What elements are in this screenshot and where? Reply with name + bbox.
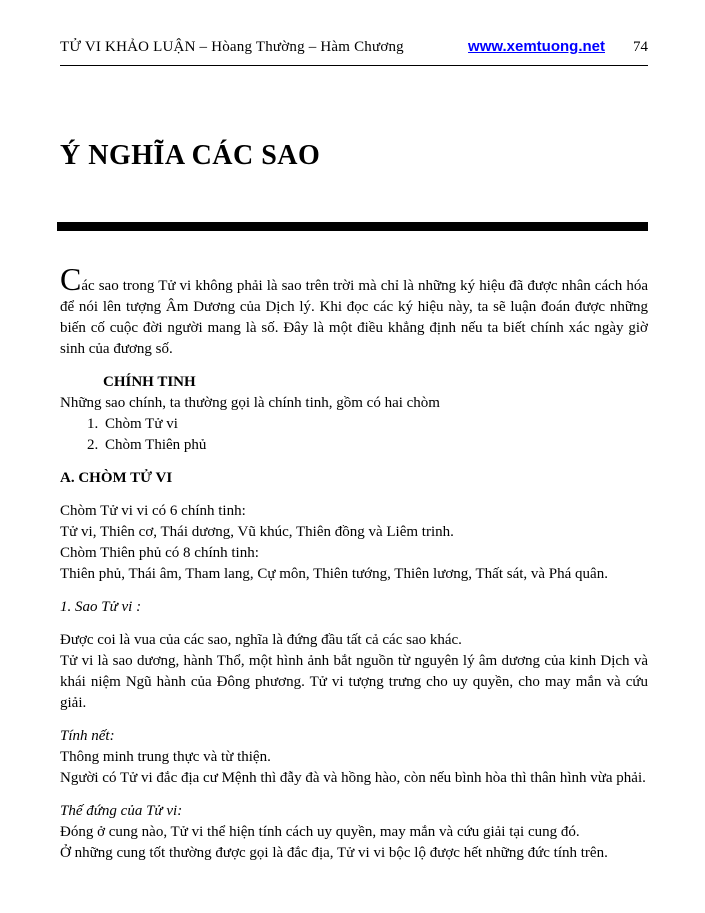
section-a-heading: A. CHÒM TỬ VI [60,470,173,486]
section-a-line: Tử vi, Thiên cơ, Thái dương, Vũ khúc, Thiên đồng và Liêm trinh. [60,524,454,540]
section-tinh-net [60,726,648,789]
list-item-number: 1. [87,416,99,432]
document-title: Ý NGHĨA CÁC SAO [60,140,321,171]
chinh-tinh-heading: CHÍNH TINH [103,374,196,390]
list-item-number: 2. [87,437,99,453]
section-the-dung [60,801,648,864]
sao-tu-vi-paragraph: Tử vi là sao dương, hành Thổ, một hình ảnh bắt nguồn từ nguyên lý âm dương của kinh Dịch và khái niệm Ngũ hành của Đông phương. Tử vi tượng trưng cho uy quyền, cho may mắn và cứu giải. [60,653,648,711]
section-a-body [60,501,648,585]
website-link[interactable]: www.xemtuong.net [468,38,605,55]
tinh-net-line: Người có Tử vi đắc địa cư Mệnh thì đẫy đà và hồng hào, còn nếu bình hòa thì thân hình vừa phải. [60,770,646,786]
list-item-label: Chòm Thiên phủ [105,437,207,453]
sao-tu-vi-body [60,630,648,714]
chinh-tinh-intro: Những sao chính, ta thường gọi là chính tinh, gồm có hai chòm [60,395,440,411]
intro-paragraph [60,261,648,360]
intro-text: ác sao trong Tử vi không phải là sao trên trời mà chỉ là những ký hiệu đã được nhân cách hóa để nói lên tượng Âm Dương của Dịch lý. Khi đọc các ký hiệu này, ta sẽ luận đoán được những biến cố cuộc đời người mang là số. Đây là một điều khẳng định nếu ta biết chính xác ngày giờ sinh của đương số. [60,278,648,357]
section-a-line: Chòm Tử vi vi có 6 chính tinh: [60,503,246,519]
document-body [60,261,648,864]
the-dung-heading: Thế đứng của Tử vi: [60,803,183,819]
page-header [60,38,648,66]
section-a-line: Chòm Thiên phủ có 8 chính tinh: [60,545,259,561]
header-right-group [468,38,648,56]
sao-tu-vi-paragraph: Được coi là vua của các sao, nghĩa là đứng đầu tất cả các sao khác. [60,632,462,648]
tinh-net-heading: Tính nết: [60,728,115,744]
page-number: 74 [633,39,648,55]
tinh-net-line: Thông minh trung thực và từ thiện. [60,749,271,765]
dropcap-letter: C [60,261,82,297]
the-dung-line: Ở những cung tốt thường được gọi là đắc địa, Tử vi vi bộc lộ được hết những đức tính trên. [60,845,608,861]
section-a-line: Thiên phủ, Thái âm, Tham lang, Cự môn, Thiên tướng, Thiên lương, Thất sát, và Phá quân. [60,566,608,582]
list-item [60,414,648,435]
list-item [60,435,648,456]
section-chinh-tinh [60,372,648,456]
sao-tu-vi-heading: 1. Sao Tử vi : [60,599,142,615]
header-title: TỬ VI KHẢO LUẬN – Hòang Thường – Hàm Chương [60,39,404,55]
the-dung-line: Đóng ở cung nào, Tử vi thể hiện tính cách uy quyền, may mắn và cứu giải tại cung đó. [60,824,580,840]
title-divider-bar [57,222,648,231]
list-item-label: Chòm Tử vi [105,416,178,432]
